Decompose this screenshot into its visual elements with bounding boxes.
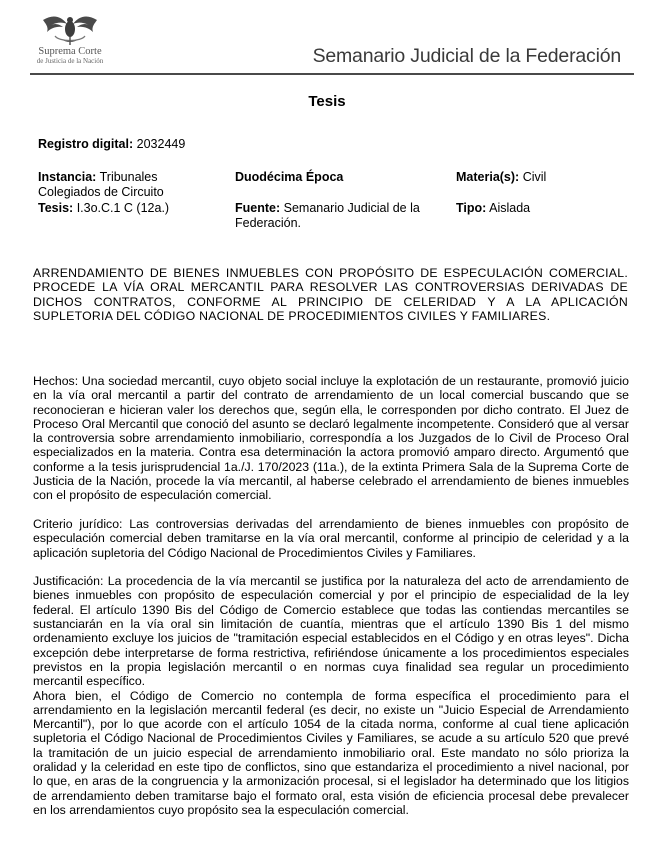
epoca-field [235,170,343,185]
fuente-label: Fuente: [235,201,281,215]
hechos-paragraph: Hechos: Una sociedad mercantil, cuyo objeto social incluye la explotación de un restaurante, promovió juicio en la vía oral mercantil a partir del contrato de arrendamiento de un local comercial buscando que se reconocieran e hicieran valer los derechos que, según ella, le corresponden por dicho contrato. El Juez de Proceso Oral Mercantil que conoció del asunto se declaró legalmente incompetente. Consideró que al versar la controversia sobre arrendamiento inmobiliario, correspondía a los Juzgados de lo Civil de Proceso Oral especializados en la materia. Contra esa determinación la actora promovió amparo directo. Argumentó que conforme a la tesis jurisprudencial 1a./J. 170/2023 (11a.), de la extinta Primera Sala de la Suprema Corte de Justicia de la Nación, procede la vía mercantil, al haberse celebrado el arrendamiento de bienes inmuebles con el propósito de especulación comercial. [33,374,629,503]
tesis-value: I.3o.C.1 C (12a.) [76,201,170,215]
instancia-label: Instancia: [38,170,97,184]
tesis-label: Tesis: [38,201,74,215]
eagle-emblem-icon [39,12,101,46]
thesis-heading: ARRENDAMIENTO DE BIENES INMUEBLES CON PROPÓSITO DE ESPECULACIÓN COMERCIAL. PROCEDE LA VÍA ORAL MERCANTIL PARA RESOLVER LAS CONTROVERSIAS DERIVADAS DE DICHOS CONTRATOS, CONFORME AL PRINCIPIO DE CELERIDAD Y A LA APLICACIÓN SUPLETORIA DEL CÓDIGO NACIONAL DE PROCEDIMIENTOS CIVILES Y FAMILIARES. [33,266,628,323]
header-divider [30,73,634,75]
continuation-paragraph: Ahora bien, el Código de Comercio no contempla de forma específica el procedimiento para el arrendamiento en la legislación mercantil federal (es decir, no existe un "Juicio Especial de Arrendamiento Mercantil"), por lo que acorde con el artículo 1054 de la citada norma, conforme al cual tiene aplicación supletoria el Código Nacional de Procedimientos Civiles y Familiares, se acude a su artículo 520 que prevé la tramitación de un juicio especial de arrendamiento inmobiliario oral. Este mandato no sólo prioriza la oralidad y la celeridad en este tipo de conflictos, sino que estandariza el procedimiento a nivel nacional, por lo que, en aras de la congruencia y la armonización procesal, si el legislador ha determinado que los litigios de arrendamiento deben tramitarse bajo el formato oral, esta visión de eficiencia procesal debe prevalecer en los arrendamientos cuyo propósito sea la especulación comercial. [33,688,629,817]
tipo-value: Aislada [489,201,531,215]
fuente-value: Semanario Judicial de la Federación. [235,201,420,230]
tipo-field [456,201,530,216]
fuente-field [235,201,440,230]
thesis-body [33,374,629,817]
registro-value: 2032449 [136,137,186,151]
logo-subtitle: de Justicia de la Nación [36,57,104,65]
registro-label: Registro digital: [38,137,134,151]
materia-label: Materia(s): [456,170,520,184]
justificacion-paragraph: Justificación: La procedencia de la vía mercantil se justifica por la naturaleza del acto de arrendamiento de bienes inmuebles con propósito de especulación comercial y por el principio de especialidad de la ley federal. El artículo 1390 Bis del Código de Comercio establece que todas las contiendas mercantiles se sustanciarán en la vía oral sin limitación de cuantía, mientras que el artículo 1390 Bis 1 del mismo ordenamiento excluye los juicios de "tramitación especial establecidos en el Código y en otras leyes". Dicha excepción debe interpretarse de forma restrictiva, refiriéndose únicamente a los procedimientos especiales previstos en la propia legislación mercantil o en normas cuya finalidad sea regular un procedimiento mercantil específico. [33,574,629,689]
tipo-label: Tipo: [456,201,487,215]
page-header [0,0,654,80]
epoca-value: Duodécima Época [235,170,344,184]
materia-value: Civil [522,170,547,184]
tesis-field [38,201,169,216]
instancia-field [38,170,198,199]
logo-title: Suprema Corte [38,46,102,57]
site-title: Semanario Judicial de la Federación [312,45,621,67]
materia-field [456,170,546,185]
instancia-value: Tribunales Colegiados de Circuito [38,170,164,199]
criterio-paragraph: Criterio jurídico: Las controversias derivadas del arrendamiento de bienes inmuebles con propósito de especulación comercial deben tramitarse en la vía oral mercantil, conforme al principio de celeridad y a la aplicación supletoria del Código Nacional de Procedimientos Civiles y Familiares. [33,516,629,560]
registro-digital [38,137,185,152]
page-title: Tesis [308,93,346,110]
scjn-logo [30,12,110,74]
